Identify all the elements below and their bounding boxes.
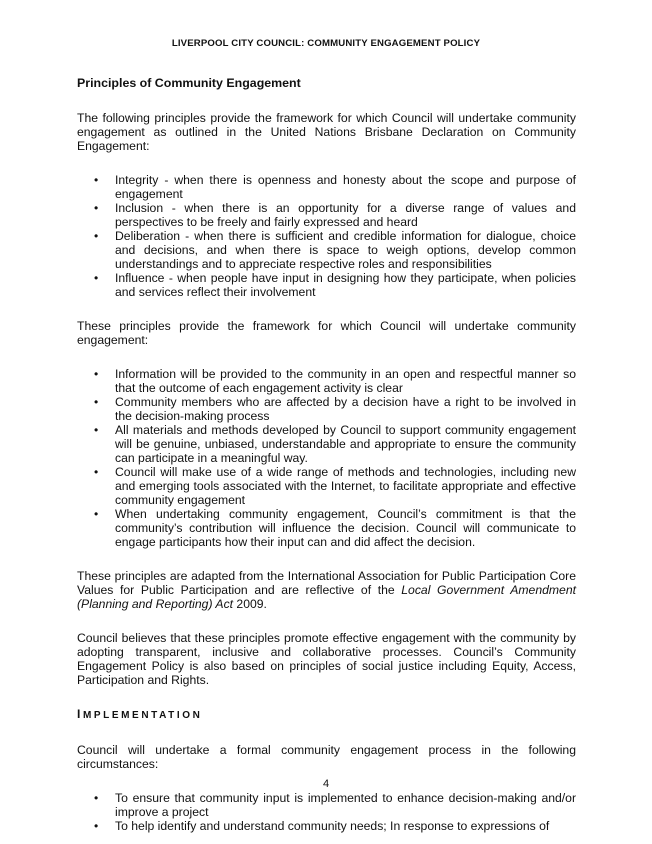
- framework-paragraph: These principles provide the framework for which Council will undertake community engagement:: [77, 319, 576, 347]
- list-item: • Information will be provided to the community in an open and respectful manner so that the outcome of each engagement activity is clear: [94, 367, 576, 395]
- list-item: • Council will make use of a wide range of methods and technologies, including new and emerging tools associated with the Internet, to facilitate appropriate and effective community engagement: [94, 465, 576, 507]
- list-item: • To ensure that community input is implemented to enhance decision-making and/or improve a project: [94, 791, 576, 819]
- list-item: • Influence - when people have input in designing how they participate, when policies and services reflect their involvement: [94, 271, 576, 299]
- bullet-icon: •: [94, 367, 99, 381]
- implementation-list: [77, 791, 576, 833]
- bullet-icon: •: [94, 423, 99, 437]
- implementation-heading: IMPLEMENTATION: [77, 707, 203, 721]
- bullet-icon: •: [94, 229, 99, 243]
- act-title: Local Government Amendment (Planning and Reporting) Act: [77, 583, 576, 611]
- intro-paragraph: The following principles provide the framework for which Council will undertake community engagement as outlined in the United Nations Brisbane Declaration on Community Engagement:: [77, 111, 576, 153]
- bullet-icon: •: [94, 201, 99, 215]
- bullet-icon: •: [94, 395, 99, 409]
- list-item: • Inclusion - when there is an opportunity for a diverse range of values and perspectives to be freely and fairly expressed and heard: [94, 201, 576, 229]
- list-item: • All materials and methods developed by Council to support community engagement will be genuine, unbiased, understandable and appropriate to ensure the community can participate in a meaningful way.: [94, 423, 576, 465]
- bullet-icon: •: [94, 465, 99, 479]
- bullet-icon: •: [94, 271, 99, 285]
- list-item: • Deliberation - when there is sufficient and credible information for dialogue, choice and decisions, and when there is space to weigh options, develop common understandings and to appreciate respective roles and responsibilities: [94, 229, 576, 271]
- framework-list: [77, 367, 576, 549]
- list-item: • To help identify and understand community needs; In response to expressions of: [94, 819, 550, 833]
- bullet-icon: •: [94, 507, 99, 521]
- list-item: • When undertaking community engagement, Council’s commitment is that the community’s contribution will influence the decision. Council will communicate to engage participants how their input can and did affect the decision.: [94, 507, 576, 549]
- belief-paragraph: Council believes that these principles promote effective engagement with the community by adopting transparent, inclusive and collaborative processes. Council’s Community Engagement Policy is also based on principles of social justice including Equity, Access, Participation and Rights.: [77, 631, 576, 687]
- running-header: LIVERPOOL CITY COUNCIL: COMMUNITY ENGAGEMENT POLICY: [171, 38, 481, 49]
- implementation-intro: Council will undertake a formal community engagement process in the following circumstances:: [77, 743, 576, 771]
- list-item: • Integrity - when there is openness and honesty about the scope and purpose of engagement: [94, 173, 576, 201]
- principles-list: [77, 173, 576, 299]
- page-content: [77, 76, 576, 833]
- adapted-paragraph: These principles are adapted from the International Association for Public Participation Core Values for Public Participation and are reflective of the Local Government Amendment (Planning and Reporting) Act 2009.: [77, 569, 576, 611]
- page-number: 4: [322, 778, 330, 790]
- bullet-icon: •: [94, 173, 99, 187]
- bullet-icon: •: [94, 819, 99, 833]
- bullet-icon: •: [94, 791, 99, 805]
- section-title: Principles of Community Engagement: [77, 76, 301, 90]
- list-item: • Community members who are affected by a decision have a right to be involved in the decision-making process: [94, 395, 576, 423]
